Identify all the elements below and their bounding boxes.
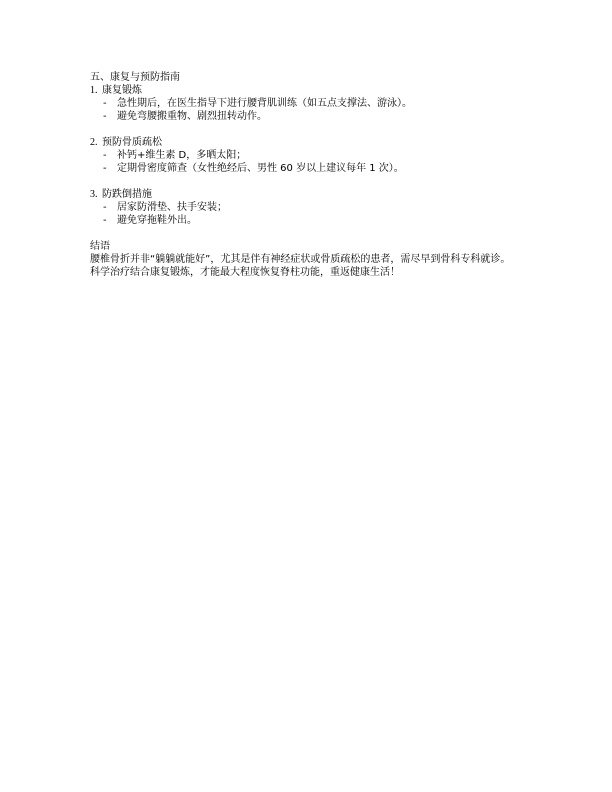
conclusion-line: 科学治疗结合康复锻炼，才能最大程度恢复脊柱功能，重返健康生活！ <box>90 267 400 278</box>
item-heading <box>90 188 560 201</box>
bullet-text: 急性期后，在医生指导下进行腰背肌训练（如五点支撑法、游泳）。 <box>117 98 412 109</box>
conclusion <box>90 240 560 279</box>
bullet-marker: - <box>103 215 107 226</box>
item-osteoporosis-prevention <box>90 136 560 175</box>
list-item <box>90 162 560 175</box>
bullet-marker: - <box>103 98 107 109</box>
bullet-text: 避免穿拖鞋外出。 <box>117 215 197 226</box>
item-title: 康复锻炼 <box>102 85 142 96</box>
list-item <box>90 201 560 214</box>
list-item <box>90 110 560 123</box>
bullet-marker: - <box>103 150 107 161</box>
bullet-text: 居家防滑垫、扶手安装； <box>117 202 227 213</box>
item-title: 预防骨质疏松 <box>102 137 162 148</box>
item-rehab-exercise <box>90 84 560 123</box>
document-page <box>90 71 560 279</box>
item-number: 3. <box>90 189 98 200</box>
item-fall-prevention <box>90 188 560 227</box>
conclusion-title: 结语 <box>90 241 110 252</box>
bullet-text: 补钙+维生素 D，多晒太阳； <box>117 150 247 161</box>
list-item <box>90 97 560 110</box>
bullet-marker: - <box>103 111 107 122</box>
item-heading <box>90 84 560 97</box>
bullet-marker: - <box>103 202 107 213</box>
bullet-text: 避免弯腰搬重物、剧烈扭转动作。 <box>117 111 267 122</box>
conclusion-line: 腰椎骨折并非“躺躺就能好”，尤其是伴有神经症状或骨质疏松的患者，需尽早到骨科专科就诊。 <box>90 254 511 265</box>
list-item <box>90 214 560 227</box>
section-title: 五、康复与预防指南 <box>90 72 180 83</box>
item-title: 防跌倒措施 <box>102 189 152 200</box>
bullet-text: 定期骨密度筛查（女性绝经后、男性 60 岁以上建议每年 1 次）。 <box>117 163 404 174</box>
bullet-marker: - <box>103 163 107 174</box>
item-heading <box>90 136 560 149</box>
item-number: 2. <box>90 137 98 148</box>
list-item <box>90 149 560 162</box>
item-number: 1. <box>90 85 98 96</box>
